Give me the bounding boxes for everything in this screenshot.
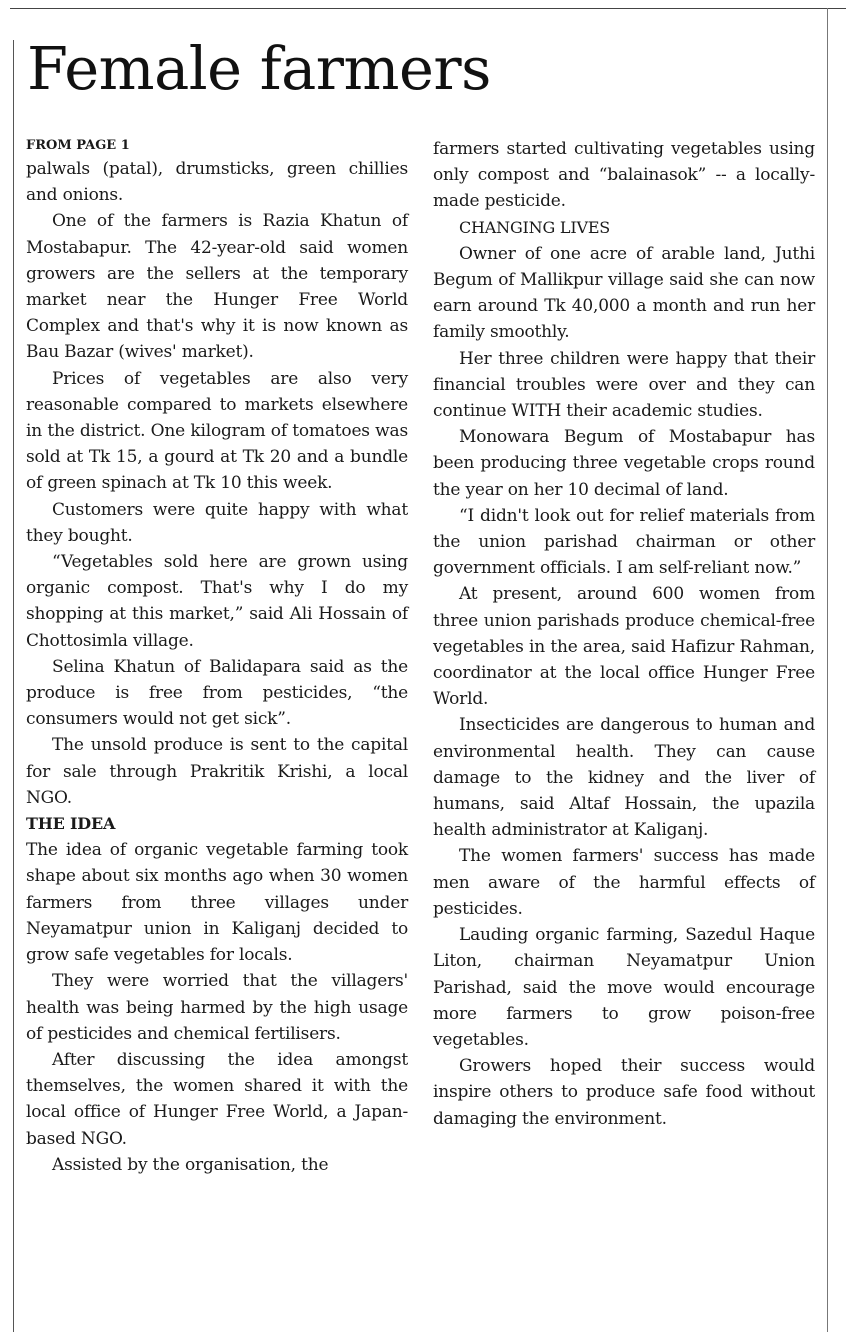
subhead-changing-lives: CHANGING LIVES <box>459 217 611 237</box>
paragraph: Growers hoped their success would inspire others to produce safe food without damaging the environment. <box>433 1056 815 1129</box>
left-column-rule <box>13 40 14 1332</box>
right-column-rule <box>827 8 828 1332</box>
paragraph: Monowara Begum of Mostabapur has been producing three vegetable crops round the year on her 10 decimal of land. <box>433 427 815 500</box>
paragraph: Owner of one acre of arable land, Juthi Begum of Mallikpur village said she can now earn around Tk 40,000 a month and run her family smoothly. <box>433 243 815 343</box>
jump-label: FROM PAGE 1 <box>26 138 130 153</box>
paragraph: Her three children were happy that their financial troubles were over and they can continue WITH their academic studies. <box>433 348 815 422</box>
article-headline: Female farmers <box>27 34 491 103</box>
paragraph: “Vegetables sold here are grown using organic compost. That's why I do my shopping at this market,” said Ali Hossain of Chottosimla village. <box>26 552 408 651</box>
subhead-the-idea: THE IDEA <box>26 814 116 834</box>
paragraph: Assisted by the organisation, the <box>52 1154 329 1175</box>
paragraph: The unsold produce is sent to the capital for sale through Prakritik Krishi, a local NGO. <box>26 735 408 808</box>
paragraph: They were worried that the villagers' health was being harmed by the high usage of pesticides and chemical fertilisers. <box>26 971 408 1044</box>
paragraph: Lauding organic farming, Sazedul Haque Liton, chairman Neyamatpur Union Parishad, said the move would encourage more farmers to grow poison-free vegetables. <box>433 925 815 1050</box>
paragraph: Customers were quite happy with what they bought. <box>26 499 408 546</box>
paragraph: “I didn't look out for relief materials from the union parishad chairman or other government officials. I am self-reliant now.” <box>433 505 815 579</box>
paragraph: Selina Khatun of Balidapara said as the produce is free from pesticides, “the consumers would not get sick”. <box>26 656 408 730</box>
paragraph: The idea of organic vegetable farming took shape about six months ago when 30 women farmers from three villages under Neyamatpur union in Kaliganj decided to grow safe vegetables for locals. <box>26 840 408 966</box>
paragraph: After discussing the idea amongst themselves, the women shared it with the local office of Hunger Free World, a Japan-based NGO. <box>26 1049 408 1149</box>
top-border-rule <box>10 8 846 9</box>
article-column-right <box>433 136 815 1132</box>
article-column-left <box>26 136 408 1178</box>
paragraph: Insecticides are dangerous to human and environmental health. They can cause damage to the kidney and the liver of humans, said Altaf Hossain, the upazila health administrator at Kaliganj. <box>433 715 815 841</box>
paragraph: palwals (patal), drumsticks, green chillies and onions. <box>26 159 408 206</box>
paragraph: At present, around 600 women from three union parishads produce chemical-free vegetables in the area, said Hafizur Rahman, coordinator at the local office Hunger Free World. <box>433 584 815 710</box>
paragraph: One of the farmers is Razia Khatun of Mostabapur. The 42-year-old said women growers are the sellers at the temporary market near the Hunger Free World Complex and that's why it is now known as Bau Bazar (wives' market). <box>26 211 408 363</box>
paragraph: farmers started cultivating vegetables using only compost and “balainasok” -- a locally-made pesticide. <box>433 139 815 212</box>
paragraph: The women farmers' success has made men aware of the harmful effects of pesticides. <box>433 846 815 919</box>
paragraph: Prices of vegetables are also very reasonable compared to markets elsewhere in the district. One kilogram of tomatoes was sold at Tk 15, a gourd at Tk 20 and a bundle of green spinach at Tk 10 this week. <box>26 368 408 494</box>
